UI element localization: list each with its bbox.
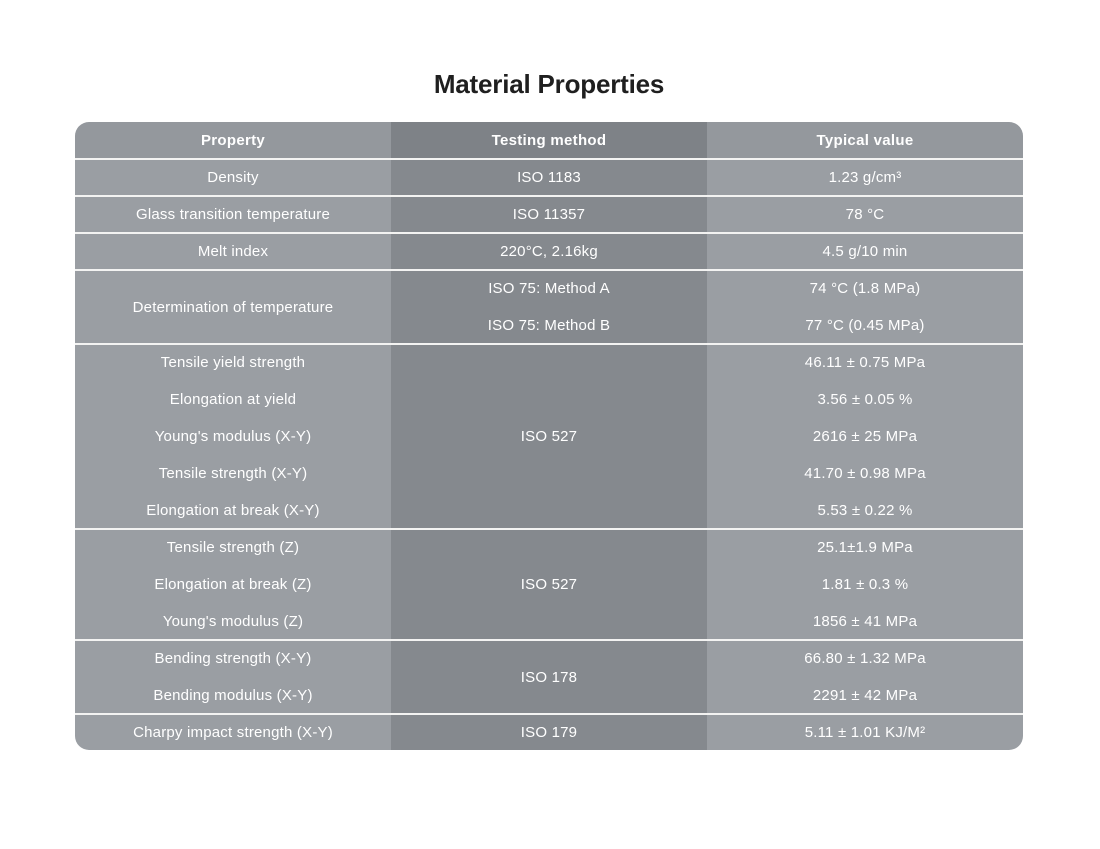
- column-header-property: [75, 122, 391, 158]
- property-label: Tensile yield strength: [160, 354, 306, 371]
- cell-property: [75, 234, 391, 269]
- cell-property: [75, 641, 391, 713]
- cell-property: [75, 271, 391, 343]
- cell-typical-value: [707, 197, 1023, 232]
- table-header-row: [75, 122, 1023, 158]
- testing-method-value: ISO 75: Method B: [487, 317, 611, 334]
- property-label: Glass transition temperature: [135, 206, 330, 223]
- typical-value: 1856 ± 41 MPa: [812, 613, 918, 630]
- column-header-testing-method-label: Testing method: [491, 131, 607, 149]
- property-label: Melt index: [197, 243, 269, 260]
- property-label: Determination of temperature: [132, 298, 334, 316]
- property-label: Elongation at yield: [169, 391, 297, 408]
- page-title: Material Properties: [433, 69, 665, 99]
- row-determination-of-temperature: [75, 269, 1023, 343]
- typical-value: 78 °C: [845, 206, 885, 223]
- material-properties-table: [75, 122, 1023, 750]
- typical-value: 41.70 ± 0.98 MPa: [804, 465, 926, 482]
- testing-method-value: ISO 11357: [512, 206, 586, 223]
- cell-testing-method: [391, 271, 707, 343]
- cell-property: [75, 530, 391, 639]
- typical-value: 2616 ± 25 MPa: [812, 428, 918, 445]
- row-bending-group: [75, 639, 1023, 713]
- typical-value: 5.53 ± 0.22 %: [817, 502, 913, 519]
- cell-testing-method: [391, 345, 707, 528]
- typical-value: 46.11 ± 0.75 MPa: [804, 354, 926, 371]
- title-area: [75, 0, 1023, 100]
- typical-value: 66.80 ± 1.32 MPa: [804, 650, 926, 667]
- typical-value: 77 °C (0.45 MPa): [805, 317, 925, 334]
- property-label: Elongation at break (Z): [154, 576, 312, 593]
- testing-method-value: ISO 1183: [517, 169, 581, 186]
- typical-value: 25.1±1.9 MPa: [817, 539, 913, 556]
- property-label: Elongation at break (X-Y): [146, 502, 320, 519]
- typical-value: 74 °C (1.8 MPa): [809, 280, 921, 297]
- cell-typical-value: [707, 530, 1023, 639]
- column-header-typical-value: [707, 122, 1023, 158]
- cell-typical-value: [707, 345, 1023, 528]
- typical-value: 3.56 ± 0.05 %: [817, 391, 913, 408]
- typical-value: 5.11 ± 1.01 KJ/M²: [804, 724, 926, 741]
- cell-property: [75, 345, 391, 528]
- property-label: Density: [207, 169, 259, 186]
- typical-value: 1.81 ± 0.3 %: [821, 576, 909, 593]
- row-tensile-z-group: [75, 528, 1023, 639]
- column-header-testing-method: [391, 122, 707, 158]
- cell-typical-value: [707, 234, 1023, 269]
- property-label: Bending modulus (X-Y): [153, 687, 313, 704]
- column-header-property-label: Property: [200, 131, 266, 149]
- cell-testing-method: [391, 715, 707, 750]
- row-melt-index: [75, 232, 1023, 269]
- cell-testing-method: [391, 530, 707, 639]
- row-charpy-impact-strength: [75, 713, 1023, 750]
- row-density: [75, 158, 1023, 195]
- cell-typical-value: [707, 160, 1023, 195]
- cell-property: [75, 160, 391, 195]
- typical-value: 1.23 g/cm³: [828, 169, 902, 186]
- cell-property: [75, 715, 391, 750]
- cell-typical-value: [707, 641, 1023, 713]
- cell-testing-method: [391, 641, 707, 713]
- testing-method-value: 220°C, 2.16kg: [500, 243, 598, 260]
- typical-value: 2291 ± 42 MPa: [812, 687, 918, 704]
- column-header-typical-value-label: Typical value: [816, 131, 914, 149]
- cell-typical-value: [707, 715, 1023, 750]
- testing-method-value: ISO 75: Method A: [488, 280, 610, 297]
- property-label: Tensile strength (X-Y): [158, 465, 308, 482]
- cell-testing-method: [391, 160, 707, 195]
- property-label: Tensile strength (Z): [166, 539, 300, 556]
- testing-method-value: ISO 527: [520, 576, 578, 593]
- property-label: Bending strength (X-Y): [154, 650, 312, 667]
- row-glass-transition-temperature: [75, 195, 1023, 232]
- cell-typical-value: [707, 271, 1023, 343]
- row-tensile-xy-group: [75, 343, 1023, 528]
- property-label: Charpy impact strength (X-Y): [133, 724, 333, 741]
- cell-property: [75, 197, 391, 232]
- typical-value: 4.5 g/10 min: [822, 243, 908, 260]
- cell-testing-method: [391, 197, 707, 232]
- testing-method-value: ISO 527: [520, 428, 578, 445]
- cell-testing-method: [391, 234, 707, 269]
- testing-method-value: ISO 179: [520, 724, 578, 741]
- testing-method-value: ISO 178: [520, 668, 578, 686]
- property-label: Young's modulus (X-Y): [154, 428, 312, 445]
- property-label: Young's modulus (Z): [162, 613, 304, 630]
